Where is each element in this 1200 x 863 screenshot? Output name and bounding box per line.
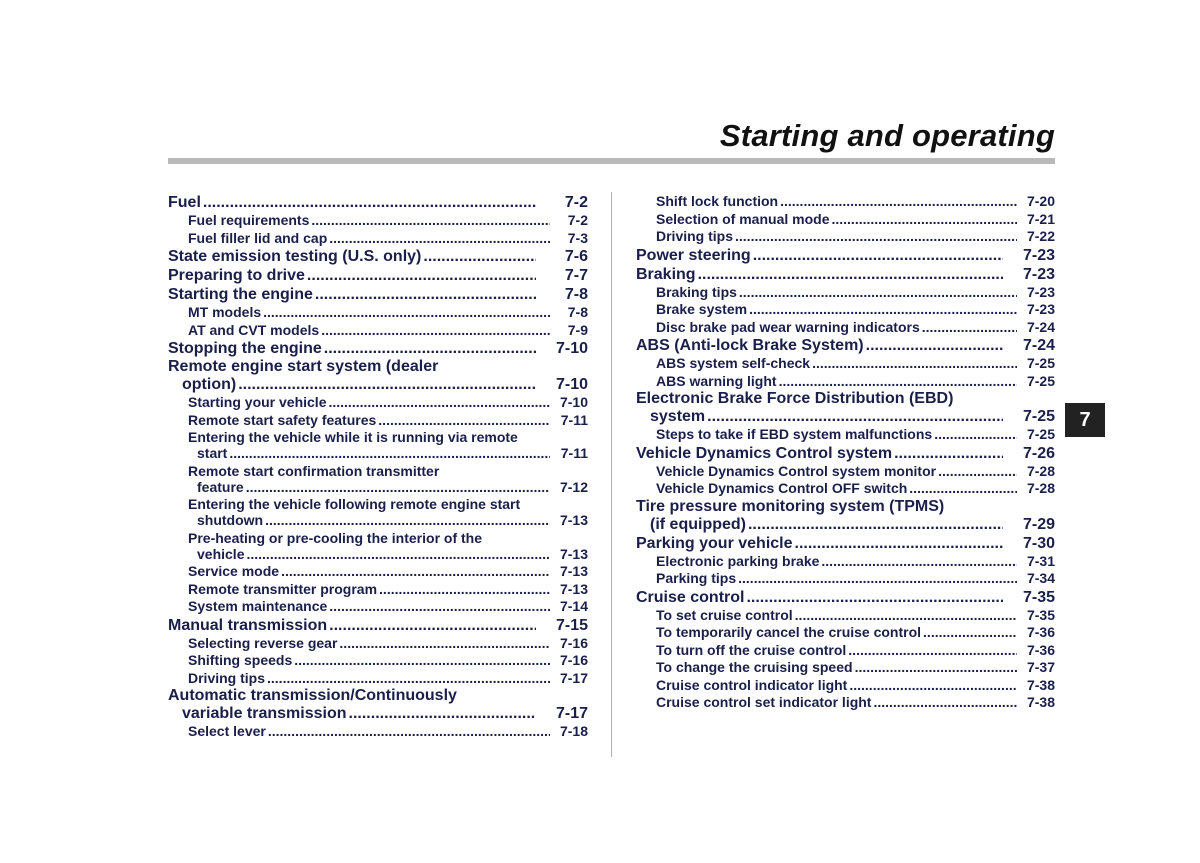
dot-leader bbox=[349, 704, 536, 723]
dot-leader bbox=[855, 659, 1017, 677]
entry-page: 7-13 bbox=[559, 580, 588, 597]
entry-title: Manual transmission bbox=[168, 616, 328, 634]
toc-entry[interactable] bbox=[168, 285, 588, 304]
dot-leader bbox=[268, 723, 550, 741]
entry-page: 7-23 bbox=[1026, 283, 1055, 300]
page-title: Starting and operating bbox=[719, 118, 1055, 153]
dot-leader bbox=[329, 616, 536, 635]
dot-leader bbox=[780, 193, 1017, 211]
entry-page: 7-24 bbox=[1022, 337, 1055, 354]
dot-leader bbox=[934, 426, 1017, 444]
dot-leader bbox=[246, 479, 550, 497]
entry-title: Cruise control bbox=[636, 588, 745, 606]
entry-page: 7-10 bbox=[555, 376, 588, 393]
entry-page: 7-16 bbox=[559, 652, 588, 668]
toc-subentry[interactable] bbox=[636, 228, 1055, 246]
entry-page: 7-38 bbox=[1026, 676, 1055, 693]
entry-title: Driving tips bbox=[188, 669, 266, 686]
dot-leader bbox=[738, 570, 1017, 588]
entry-title: feature bbox=[197, 478, 244, 495]
entry-title: shutdown bbox=[197, 512, 264, 528]
entry-title: Service mode bbox=[188, 563, 280, 579]
entry-page: 7-25 bbox=[1022, 408, 1055, 425]
dot-leader bbox=[229, 445, 550, 463]
toc-subentry[interactable] bbox=[168, 479, 588, 497]
entry-title: ABS warning light bbox=[656, 372, 777, 389]
dot-leader bbox=[281, 563, 550, 581]
dot-leader bbox=[739, 284, 1017, 302]
entry-title: Braking tips bbox=[656, 283, 737, 300]
dot-leader bbox=[246, 546, 550, 564]
dot-leader bbox=[753, 246, 1003, 265]
dot-leader bbox=[698, 265, 1003, 284]
entry-page: 7-8 bbox=[564, 286, 588, 303]
toc-subentry[interactable] bbox=[636, 677, 1055, 695]
entry-title: (if equipped) bbox=[650, 515, 746, 533]
entry-title: vehicle bbox=[197, 545, 245, 562]
toc-entry[interactable] bbox=[168, 339, 588, 358]
toc-subentry[interactable] bbox=[168, 598, 588, 616]
dot-leader bbox=[909, 480, 1017, 498]
entry-title: AT and CVT models bbox=[188, 321, 320, 338]
toc-entry[interactable] bbox=[168, 247, 588, 266]
entry-title-line: Tire pressure monitoring system (TPMS) bbox=[636, 497, 945, 515]
toc-subentry[interactable] bbox=[636, 355, 1055, 373]
toc-subentry[interactable] bbox=[636, 373, 1055, 391]
entry-title-line: Remote engine start system (dealer bbox=[168, 358, 439, 375]
entry-title: Steps to take if EBD system malfunctions bbox=[656, 426, 933, 442]
entry-title: Shifting speeds bbox=[188, 652, 293, 668]
toc-entry[interactable] bbox=[168, 704, 588, 723]
entry-title: Disc brake pad wear warning indicators bbox=[656, 318, 920, 335]
dot-leader bbox=[707, 407, 1003, 426]
entry-title: Vehicle Dynamics Control OFF switch bbox=[656, 480, 908, 496]
entry-title: System maintenance bbox=[188, 598, 328, 614]
entry-page: 7-10 bbox=[559, 394, 588, 410]
toc-subentry[interactable] bbox=[168, 512, 588, 530]
entry-title-line: Entering the vehicle following remote engine start bbox=[188, 496, 521, 512]
entry-title: Select lever bbox=[188, 723, 266, 739]
entry-page: 7-13 bbox=[559, 512, 588, 528]
entry-title: Fuel bbox=[168, 194, 201, 211]
toc-subentry[interactable] bbox=[168, 304, 588, 322]
toc-subentry[interactable] bbox=[168, 652, 588, 670]
toc-entry[interactable] bbox=[636, 336, 1055, 355]
toc-subentry[interactable] bbox=[636, 319, 1055, 337]
entry-page: 7-8 bbox=[567, 304, 588, 320]
toc-entry[interactable] bbox=[168, 266, 588, 285]
toc-entry[interactable] bbox=[168, 616, 588, 635]
entry-page: 7-23 bbox=[1022, 265, 1055, 283]
entry-page: 7-16 bbox=[559, 634, 588, 651]
entry-title: Selection of manual mode bbox=[656, 210, 830, 227]
entry-title: To change the cruising speed bbox=[656, 659, 853, 675]
entry-title-line: Electronic Brake Force Distribution (EBD) bbox=[636, 390, 954, 407]
entry-page: 7-11 bbox=[560, 411, 588, 428]
entry-page: 7-2 bbox=[567, 212, 588, 228]
dot-leader bbox=[378, 412, 550, 430]
entry-title: ABS system self-check bbox=[656, 355, 811, 371]
dot-leader bbox=[821, 553, 1017, 571]
entry-page: 7-6 bbox=[564, 248, 588, 265]
entry-page: 7-25 bbox=[1026, 426, 1055, 442]
entry-title: Fuel requirements bbox=[188, 212, 310, 228]
toc-left-column bbox=[168, 193, 588, 741]
dot-leader bbox=[379, 581, 550, 599]
toc-subentry[interactable] bbox=[168, 212, 588, 230]
toc-subentry[interactable] bbox=[636, 607, 1055, 625]
toc-right-column bbox=[636, 193, 1055, 712]
header-rule bbox=[168, 158, 1055, 164]
entry-title-line: Entering the vehicle while it is running via remote bbox=[188, 429, 518, 445]
entry-title: Remote start safety features bbox=[188, 411, 377, 428]
dot-leader bbox=[922, 319, 1017, 337]
toc-subentry[interactable] bbox=[636, 624, 1055, 642]
entry-page: 7-9 bbox=[567, 321, 588, 338]
entry-page: 7-38 bbox=[1026, 694, 1055, 710]
entry-title: Parking tips bbox=[656, 570, 737, 586]
entry-title: Stopping the engine bbox=[168, 340, 322, 357]
dot-leader bbox=[923, 624, 1017, 642]
toc-subentry[interactable] bbox=[636, 480, 1055, 498]
dot-leader bbox=[748, 515, 1003, 534]
entry-page: 7-35 bbox=[1022, 588, 1055, 606]
entry-title: Power steering bbox=[636, 246, 751, 264]
toc-subentry[interactable] bbox=[168, 581, 588, 599]
entry-title: variable transmission bbox=[182, 705, 347, 722]
dot-leader bbox=[339, 635, 550, 653]
toc-subentry[interactable] bbox=[636, 211, 1055, 229]
toc-entry[interactable] bbox=[636, 515, 1055, 534]
dot-leader bbox=[265, 512, 550, 530]
dot-leader bbox=[328, 394, 550, 412]
entry-title: Preparing to drive bbox=[168, 267, 305, 284]
dot-leader bbox=[294, 652, 550, 670]
toc-subentry[interactable] bbox=[636, 642, 1055, 660]
toc-entry[interactable] bbox=[636, 444, 1055, 463]
entry-title: Braking bbox=[636, 265, 696, 283]
toc-subentry[interactable] bbox=[168, 394, 588, 412]
entry-title: option) bbox=[182, 376, 237, 393]
entry-title: MT models bbox=[188, 304, 262, 320]
dot-leader bbox=[831, 211, 1017, 229]
dot-leader bbox=[849, 677, 1017, 695]
entry-page: 7-30 bbox=[1022, 534, 1055, 552]
entry-title: Electronic parking brake bbox=[656, 552, 820, 569]
entry-title: system bbox=[650, 408, 706, 425]
dot-leader bbox=[203, 193, 536, 212]
entry-page: 7-11 bbox=[560, 445, 588, 461]
entry-title: State emission testing (U.S. only) bbox=[168, 248, 422, 265]
entry-page: 7-36 bbox=[1026, 624, 1055, 640]
dot-leader bbox=[267, 670, 550, 688]
entry-page: 7-37 bbox=[1026, 659, 1055, 675]
toc-entry[interactable] bbox=[636, 246, 1055, 265]
entry-page: 7-26 bbox=[1022, 444, 1055, 462]
entry-title: To set cruise control bbox=[656, 606, 793, 623]
entry-page: 7-10 bbox=[555, 340, 588, 357]
entry-page: 7-14 bbox=[559, 598, 588, 614]
entry-page: 7-22 bbox=[1026, 228, 1055, 244]
entry-page: 7-13 bbox=[559, 545, 588, 562]
dot-leader bbox=[321, 322, 550, 340]
column-divider bbox=[611, 192, 612, 757]
toc-subentry[interactable] bbox=[168, 230, 588, 248]
toc-subentry[interactable] bbox=[168, 635, 588, 653]
toc-subentry[interactable] bbox=[636, 284, 1055, 302]
dot-leader bbox=[894, 444, 1003, 463]
entry-page: 7-17 bbox=[555, 705, 588, 722]
entry-page: 7-15 bbox=[555, 616, 588, 634]
dot-leader bbox=[311, 212, 550, 230]
entry-page: 7-35 bbox=[1026, 606, 1055, 623]
entry-page: 7-12 bbox=[559, 478, 588, 495]
entry-page: 7-25 bbox=[1026, 355, 1055, 371]
entry-title: Vehicle Dynamics Control system bbox=[636, 444, 893, 462]
entry-page: 7-23 bbox=[1026, 301, 1055, 317]
entry-title-line: Remote start confirmation transmitter bbox=[188, 462, 440, 479]
entry-title: start bbox=[197, 445, 228, 461]
entry-title: Starting your vehicle bbox=[188, 394, 327, 410]
entry-page: 7-25 bbox=[1026, 372, 1055, 389]
toc-subentry[interactable] bbox=[636, 659, 1055, 677]
dot-leader bbox=[866, 336, 1003, 355]
entry-title: Vehicle Dynamics Control system monitor bbox=[656, 462, 937, 479]
toc-subentry[interactable] bbox=[636, 553, 1055, 571]
toc-subentry[interactable] bbox=[636, 463, 1055, 481]
entry-page: 7-20 bbox=[1026, 193, 1055, 209]
entry-page: 7-17 bbox=[559, 669, 588, 686]
toc-entry[interactable] bbox=[168, 193, 588, 212]
dot-leader bbox=[812, 355, 1017, 373]
toc-subentry[interactable] bbox=[168, 563, 588, 581]
entry-page: 7-7 bbox=[564, 267, 588, 284]
toc-subentry[interactable] bbox=[168, 322, 588, 340]
entry-page: 7-34 bbox=[1026, 570, 1055, 586]
entry-title: Shift lock function bbox=[656, 193, 779, 209]
dot-leader bbox=[779, 373, 1017, 391]
entry-page: 7-2 bbox=[564, 194, 588, 211]
dot-leader bbox=[307, 266, 536, 285]
dot-leader bbox=[329, 598, 550, 616]
entry-page: 7-28 bbox=[1026, 462, 1055, 479]
dot-leader bbox=[746, 588, 1003, 607]
toc-subentry[interactable] bbox=[168, 445, 588, 463]
entry-page: 7-18 bbox=[559, 723, 588, 739]
entry-title: Remote transmitter program bbox=[188, 580, 378, 597]
entry-title-line: Pre-heating or pre-cooling the interior of the bbox=[188, 529, 483, 546]
entry-title: Selecting reverse gear bbox=[188, 634, 338, 651]
toc-subentry[interactable] bbox=[636, 570, 1055, 588]
entry-page: 7-13 bbox=[559, 563, 588, 579]
dot-leader bbox=[749, 301, 1017, 319]
toc-subentry[interactable] bbox=[636, 426, 1055, 444]
toc-subentry[interactable] bbox=[636, 301, 1055, 319]
dot-leader bbox=[329, 230, 550, 248]
entry-title: To temporarily cancel the cruise control bbox=[656, 624, 922, 640]
entry-page: 7-24 bbox=[1026, 318, 1055, 335]
dot-leader bbox=[324, 339, 536, 358]
entry-title-line: Automatic transmission/Continuously bbox=[168, 687, 457, 704]
toc-subentry[interactable] bbox=[168, 670, 588, 688]
entry-title: Cruise control set indicator light bbox=[656, 694, 872, 710]
dot-leader bbox=[735, 228, 1017, 246]
entry-page: 7-3 bbox=[567, 229, 588, 246]
dot-leader bbox=[423, 247, 536, 266]
toc-subentry[interactable] bbox=[168, 546, 588, 564]
dot-leader bbox=[263, 304, 550, 322]
dot-leader bbox=[938, 463, 1017, 481]
entry-title: ABS (Anti-lock Brake System) bbox=[636, 337, 864, 354]
entry-page: 7-31 bbox=[1026, 552, 1055, 569]
toc-subentry[interactable] bbox=[636, 193, 1055, 211]
entry-page: 7-21 bbox=[1026, 210, 1055, 227]
dot-leader bbox=[848, 642, 1017, 660]
entry-title: Fuel filler lid and cap bbox=[188, 229, 328, 246]
toc-subentry[interactable] bbox=[168, 412, 588, 430]
entry-page: 7-29 bbox=[1022, 515, 1055, 533]
dot-leader bbox=[873, 694, 1017, 712]
entry-page: 7-36 bbox=[1026, 641, 1055, 658]
toc-entry[interactable] bbox=[636, 407, 1055, 426]
toc-entry[interactable] bbox=[636, 534, 1055, 553]
entry-title: Driving tips bbox=[656, 228, 734, 244]
entry-page: 7-28 bbox=[1026, 480, 1055, 496]
dot-leader bbox=[315, 285, 536, 304]
dot-leader bbox=[795, 534, 1003, 553]
toc-subentry[interactable] bbox=[636, 694, 1055, 712]
toc-entry[interactable] bbox=[636, 588, 1055, 607]
entry-title: Starting the engine bbox=[168, 286, 313, 303]
entry-title: Parking your vehicle bbox=[636, 534, 793, 552]
entry-title: Cruise control indicator light bbox=[656, 676, 848, 693]
toc-entry[interactable] bbox=[168, 375, 588, 394]
dot-leader bbox=[795, 607, 1017, 625]
dot-leader bbox=[238, 375, 536, 394]
toc-entry[interactable] bbox=[636, 265, 1055, 284]
chapter-tab[interactable]: 7 bbox=[1065, 403, 1105, 437]
entry-page: 7-23 bbox=[1022, 246, 1055, 264]
entry-title: To turn off the cruise control bbox=[656, 641, 847, 658]
toc-subentry[interactable] bbox=[168, 723, 588, 741]
entry-title: Brake system bbox=[656, 301, 748, 317]
